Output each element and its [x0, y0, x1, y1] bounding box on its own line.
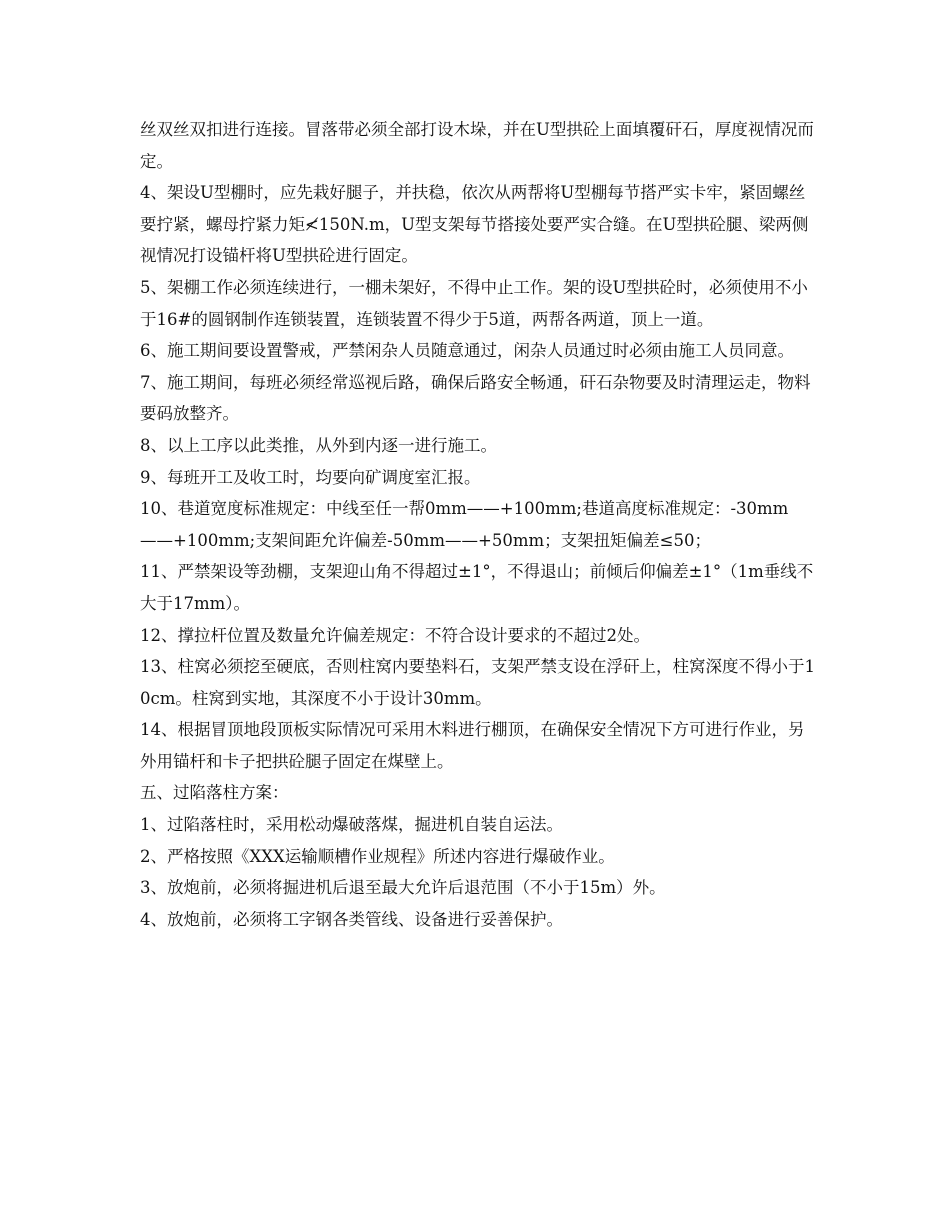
- paragraph-item-10: 10、巷道宽度标准规定：中线至任一帮0mm——+100mm;巷道高度标准规定：-30mm——+100mm;支架间距允许偏差-50mm——+50mm；支架扭矩偏差≤50；: [140, 499, 789, 550]
- paragraph-step-2: 2、严格按照《XXX运输顺槽作业规程》所述内容进行爆破作业。: [140, 846, 615, 866]
- paragraph-continuation: 丝双丝双扣进行连接。冒落带必须全部打设木垛，并在U型拱砼上面填覆矸石，厚度视情况而定。: [140, 120, 814, 171]
- document-body: [140, 114, 820, 935]
- paragraph-step-4: 4、放炮前，必须将工字钢各类管线、设备进行妥善保护。: [140, 909, 563, 929]
- paragraph-step-1: 1、过陷落柱时，采用松动爆破落煤，掘进机自装自运法。: [140, 815, 563, 835]
- paragraph-item-8: 8、以上工序以此类推，从外到内逐一进行施工。: [140, 435, 497, 455]
- paragraph-item-14: 14、根据冒顶地段顶板实际情况可采用木料进行棚顶，在确保安全情况下方可进行作业，另外用锚杆和卡子把拱砼腿子固定在煤壁上。: [140, 720, 805, 771]
- paragraph-item-9: 9、每班开工及收工时，均要向矿调度室汇报。: [140, 467, 481, 487]
- paragraph-item-12: 12、撑拉杆位置及数量允许偏差规定：不符合设计要求的不超过2处。: [140, 625, 650, 645]
- paragraph-item-5: 5、架棚工作必须连续进行，一棚未架好，不得中止工作。架的设U型拱砼时，必须使用不小于16#的圆钢制作连锁装置，连锁装置不得少于5道，两帮各两道，顶上一道。: [140, 277, 808, 329]
- paragraph-item-6: 6、施工期间要设置警戒，严禁闲杂人员随意通过，闲杂人员通过时必须由施工人员同意。: [140, 341, 794, 361]
- paragraph-item-7: 7、施工期间，每班必须经常巡视后路，确保后路安全畅通，矸石杂物要及时清理运走，物料要码放整齐。: [140, 372, 811, 424]
- paragraph-item-11: 11、严禁架设等劲棚，支架迎山角不得超过±1°，不得退山；前倾后仰偏差±1°（1m垂线不大于17mm）。: [140, 562, 814, 613]
- section-heading: 五、过陷落柱方案：: [140, 783, 289, 803]
- paragraph-item-13: 13、柱窝必须挖至硬底，否则柱窝内要垫料石，支架严禁支设在浮矸上，柱窝深度不得小于10cm。柱窝到实地，其深度不小于设计30mm。: [140, 657, 815, 708]
- paragraph-item-4: 4、架设U型棚时，应先栽好腿子，并扶稳，依次从两帮将U型棚每节搭严实卡牢，紧固螺丝要拧紧，螺母拧紧力矩≮150N.m，U型支架每节搭接处要严实合缝。在U型拱砼腿、梁两侧视情况打设锚杆将U型拱砼进行固定。: [140, 183, 809, 266]
- paragraph-step-3: 3、放炮前，必须将掘进机后退至最大允许后退范围（不小于15m）外。: [140, 878, 666, 898]
